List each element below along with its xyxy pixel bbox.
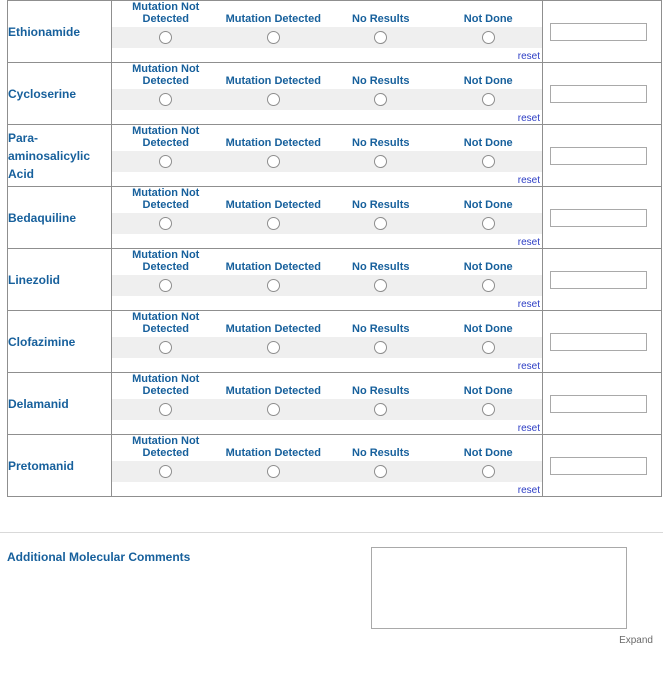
radio-cell — [220, 31, 328, 44]
header-not-done: Not Done — [463, 13, 513, 25]
radio-cell — [112, 403, 220, 416]
header-mutation-not-detected: Mutation Not Detected — [132, 311, 200, 335]
radio-cell — [220, 279, 328, 292]
header-mutation-detected: Mutation Detected — [225, 385, 321, 397]
radio-cell — [112, 341, 220, 354]
header-mutation-not-detected: Mutation Not Detected — [132, 125, 200, 149]
header-mutation-not-detected: Mutation Not Detected — [132, 373, 200, 397]
radio-not-done[interactable] — [482, 217, 495, 230]
result-value-cell — [543, 373, 662, 435]
radio-not-done[interactable] — [482, 403, 495, 416]
radio-cell — [327, 93, 435, 106]
result-value-cell — [543, 435, 662, 497]
radio-not-done[interactable] — [482, 31, 495, 44]
result-value-cell — [543, 187, 662, 249]
radio-cell — [220, 155, 328, 168]
radio-not-done[interactable] — [482, 155, 495, 168]
header-mutation-detected: Mutation Detected — [225, 137, 321, 149]
reset-row — [112, 111, 542, 124]
header-not-done: Not Done — [463, 447, 513, 459]
radio-cell — [435, 465, 543, 478]
drug-name-cell — [8, 435, 112, 497]
result-value-cell — [543, 1, 662, 63]
radio-cell — [435, 341, 543, 354]
drug-table-body — [8, 1, 662, 497]
reset-link[interactable]: reset — [517, 423, 540, 434]
radio-mutation-detected[interactable] — [267, 217, 280, 230]
header-not-done: Not Done — [463, 75, 513, 87]
header-mutation-detected: Mutation Detected — [225, 199, 321, 211]
reset-row — [112, 49, 542, 62]
header-mutation-not-detected: Mutation Not Detected — [132, 249, 200, 273]
result-value-cell — [543, 125, 662, 187]
reset-link[interactable]: reset — [517, 361, 540, 372]
header-mutation-detected: Mutation Detected — [225, 13, 321, 25]
radio-mutation-detected[interactable] — [267, 403, 280, 416]
radio-cell — [435, 155, 543, 168]
radio-cell — [112, 93, 220, 106]
radio-no-results[interactable] — [374, 93, 387, 106]
radio-strip — [112, 213, 542, 234]
header-mutation-not-detected: Mutation Not Detected — [132, 63, 200, 87]
header-no-results: No Results — [352, 447, 410, 459]
reset-link[interactable]: reset — [517, 299, 540, 310]
header-mutation-detected: Mutation Detected — [225, 447, 321, 459]
radio-mutation-not-detected[interactable] — [159, 341, 172, 354]
drug-name-label: Bedaquiline — [8, 210, 77, 225]
header-no-results: No Results — [352, 261, 410, 273]
drug-name-label: Para-aminosalicylic Acid — [8, 130, 91, 181]
result-options-cell — [112, 1, 543, 63]
radio-no-results[interactable] — [374, 155, 387, 168]
result-text-input[interactable] — [550, 457, 647, 475]
reset-link[interactable]: reset — [517, 51, 540, 62]
option-headers-row — [112, 311, 542, 337]
additional-comments-textarea[interactable] — [371, 547, 627, 629]
drug-name-cell — [8, 1, 112, 63]
drug-row — [8, 1, 662, 63]
radio-no-results[interactable] — [374, 279, 387, 292]
drug-name-cell — [8, 249, 112, 311]
radio-mutation-not-detected[interactable] — [159, 217, 172, 230]
header-not-done: Not Done — [463, 137, 513, 149]
header-no-results: No Results — [352, 385, 410, 397]
radio-mutation-not-detected[interactable] — [159, 279, 172, 292]
radio-cell — [220, 93, 328, 106]
result-options-cell — [112, 125, 543, 187]
drug-row — [8, 125, 662, 187]
radio-cell — [220, 341, 328, 354]
radio-cell — [435, 217, 543, 230]
result-text-input[interactable] — [550, 333, 647, 351]
radio-mutation-detected[interactable] — [267, 155, 280, 168]
reset-link[interactable]: reset — [517, 237, 540, 248]
radio-no-results[interactable] — [374, 217, 387, 230]
radio-cell — [112, 31, 220, 44]
radio-no-results[interactable] — [374, 403, 387, 416]
radio-mutation-detected[interactable] — [267, 341, 280, 354]
header-mutation-not-detected: Mutation Not Detected — [132, 187, 200, 211]
header-not-done: Not Done — [463, 385, 513, 397]
radio-cell — [220, 465, 328, 478]
drug-name-label: Pretomanid — [8, 458, 75, 473]
radio-cell — [327, 155, 435, 168]
result-text-input[interactable] — [550, 209, 647, 227]
drug-row — [8, 373, 662, 435]
option-headers-row — [112, 125, 542, 151]
expand-link[interactable]: Expand — [619, 635, 653, 646]
reset-link[interactable]: reset — [517, 113, 540, 124]
drug-name-label: Ethionamide — [8, 24, 81, 39]
radio-cell — [327, 31, 435, 44]
radio-mutation-not-detected[interactable] — [159, 465, 172, 478]
radio-no-results[interactable] — [374, 465, 387, 478]
radio-mutation-not-detected[interactable] — [159, 31, 172, 44]
radio-cell — [220, 217, 328, 230]
header-mutation-not-detected: Mutation Not Detected — [132, 1, 200, 25]
radio-mutation-detected[interactable] — [267, 31, 280, 44]
radio-cell — [327, 279, 435, 292]
radio-cell — [112, 155, 220, 168]
header-mutation-detected: Mutation Detected — [225, 75, 321, 87]
radio-strip — [112, 461, 542, 482]
result-text-input[interactable] — [550, 85, 647, 103]
radio-not-done[interactable] — [482, 279, 495, 292]
result-text-input[interactable] — [550, 395, 647, 413]
radio-mutation-detected[interactable] — [267, 279, 280, 292]
radio-strip — [112, 337, 542, 358]
radio-mutation-not-detected[interactable] — [159, 155, 172, 168]
drug-name-cell — [8, 187, 112, 249]
radio-cell — [327, 403, 435, 416]
radio-strip — [112, 151, 542, 172]
additional-comments-section — [0, 532, 663, 658]
drug-name-label: Clofazimine — [8, 334, 76, 349]
header-no-results: No Results — [352, 137, 410, 149]
result-options-cell — [112, 373, 543, 435]
reset-row — [112, 173, 542, 186]
header-mutation-not-detected: Mutation Not Detected — [132, 435, 200, 459]
header-not-done: Not Done — [463, 261, 513, 273]
radio-cell — [220, 403, 328, 416]
drug-row — [8, 435, 662, 497]
drug-name-label: Cycloserine — [8, 86, 77, 101]
drug-susceptibility-table — [7, 0, 662, 497]
radio-cell — [327, 217, 435, 230]
result-options-cell — [112, 311, 543, 373]
radio-mutation-detected[interactable] — [267, 93, 280, 106]
option-headers-row — [112, 1, 542, 27]
radio-no-results[interactable] — [374, 31, 387, 44]
drug-row — [8, 187, 662, 249]
reset-row — [112, 235, 542, 248]
radio-no-results[interactable] — [374, 341, 387, 354]
drug-name-label: Delamanid — [8, 396, 69, 411]
drug-name-label: Linezolid — [8, 272, 60, 287]
reset-row — [112, 359, 542, 372]
radio-cell — [435, 31, 543, 44]
header-no-results: No Results — [352, 323, 410, 335]
option-headers-row — [112, 373, 542, 399]
radio-cell — [435, 279, 543, 292]
drug-row — [8, 249, 662, 311]
radio-cell — [112, 279, 220, 292]
header-no-results: No Results — [352, 199, 410, 211]
drug-name-cell — [8, 311, 112, 373]
radio-cell — [435, 403, 543, 416]
radio-not-done[interactable] — [482, 341, 495, 354]
radio-not-done[interactable] — [482, 465, 495, 478]
radio-not-done[interactable] — [482, 93, 495, 106]
header-no-results: No Results — [352, 13, 410, 25]
reset-row — [112, 297, 542, 310]
header-no-results: No Results — [352, 75, 410, 87]
result-value-cell — [543, 249, 662, 311]
reset-row — [112, 483, 542, 496]
radio-cell — [435, 93, 543, 106]
drug-name-cell — [8, 125, 112, 187]
header-mutation-detected: Mutation Detected — [225, 261, 321, 273]
result-options-cell — [112, 249, 543, 311]
additional-comments-label: Additional Molecular Comments — [7, 550, 191, 564]
radio-strip — [112, 275, 542, 296]
radio-mutation-not-detected[interactable] — [159, 93, 172, 106]
reset-row — [112, 421, 542, 434]
drug-row — [8, 311, 662, 373]
radio-cell — [327, 341, 435, 354]
result-options-cell — [112, 435, 543, 497]
result-options-cell — [112, 63, 543, 125]
radio-cell — [327, 465, 435, 478]
result-value-cell — [543, 63, 662, 125]
header-not-done: Not Done — [463, 323, 513, 335]
option-headers-row — [112, 249, 542, 275]
header-mutation-detected: Mutation Detected — [225, 323, 321, 335]
radio-strip — [112, 89, 542, 110]
result-text-input[interactable] — [550, 271, 647, 289]
radio-strip — [112, 27, 542, 48]
result-value-cell — [543, 311, 662, 373]
result-text-input[interactable] — [550, 147, 647, 165]
reset-link[interactable]: reset — [517, 175, 540, 186]
result-text-input[interactable] — [550, 23, 647, 41]
radio-strip — [112, 399, 542, 420]
radio-cell — [112, 217, 220, 230]
drug-name-cell — [8, 373, 112, 435]
option-headers-row — [112, 63, 542, 89]
result-options-cell — [112, 187, 543, 249]
radio-cell — [112, 465, 220, 478]
reset-link[interactable]: reset — [517, 485, 540, 496]
option-headers-row — [112, 187, 542, 213]
radio-mutation-detected[interactable] — [267, 465, 280, 478]
drug-name-cell — [8, 63, 112, 125]
drug-row — [8, 63, 662, 125]
option-headers-row — [112, 435, 542, 461]
header-not-done: Not Done — [463, 199, 513, 211]
radio-mutation-not-detected[interactable] — [159, 403, 172, 416]
